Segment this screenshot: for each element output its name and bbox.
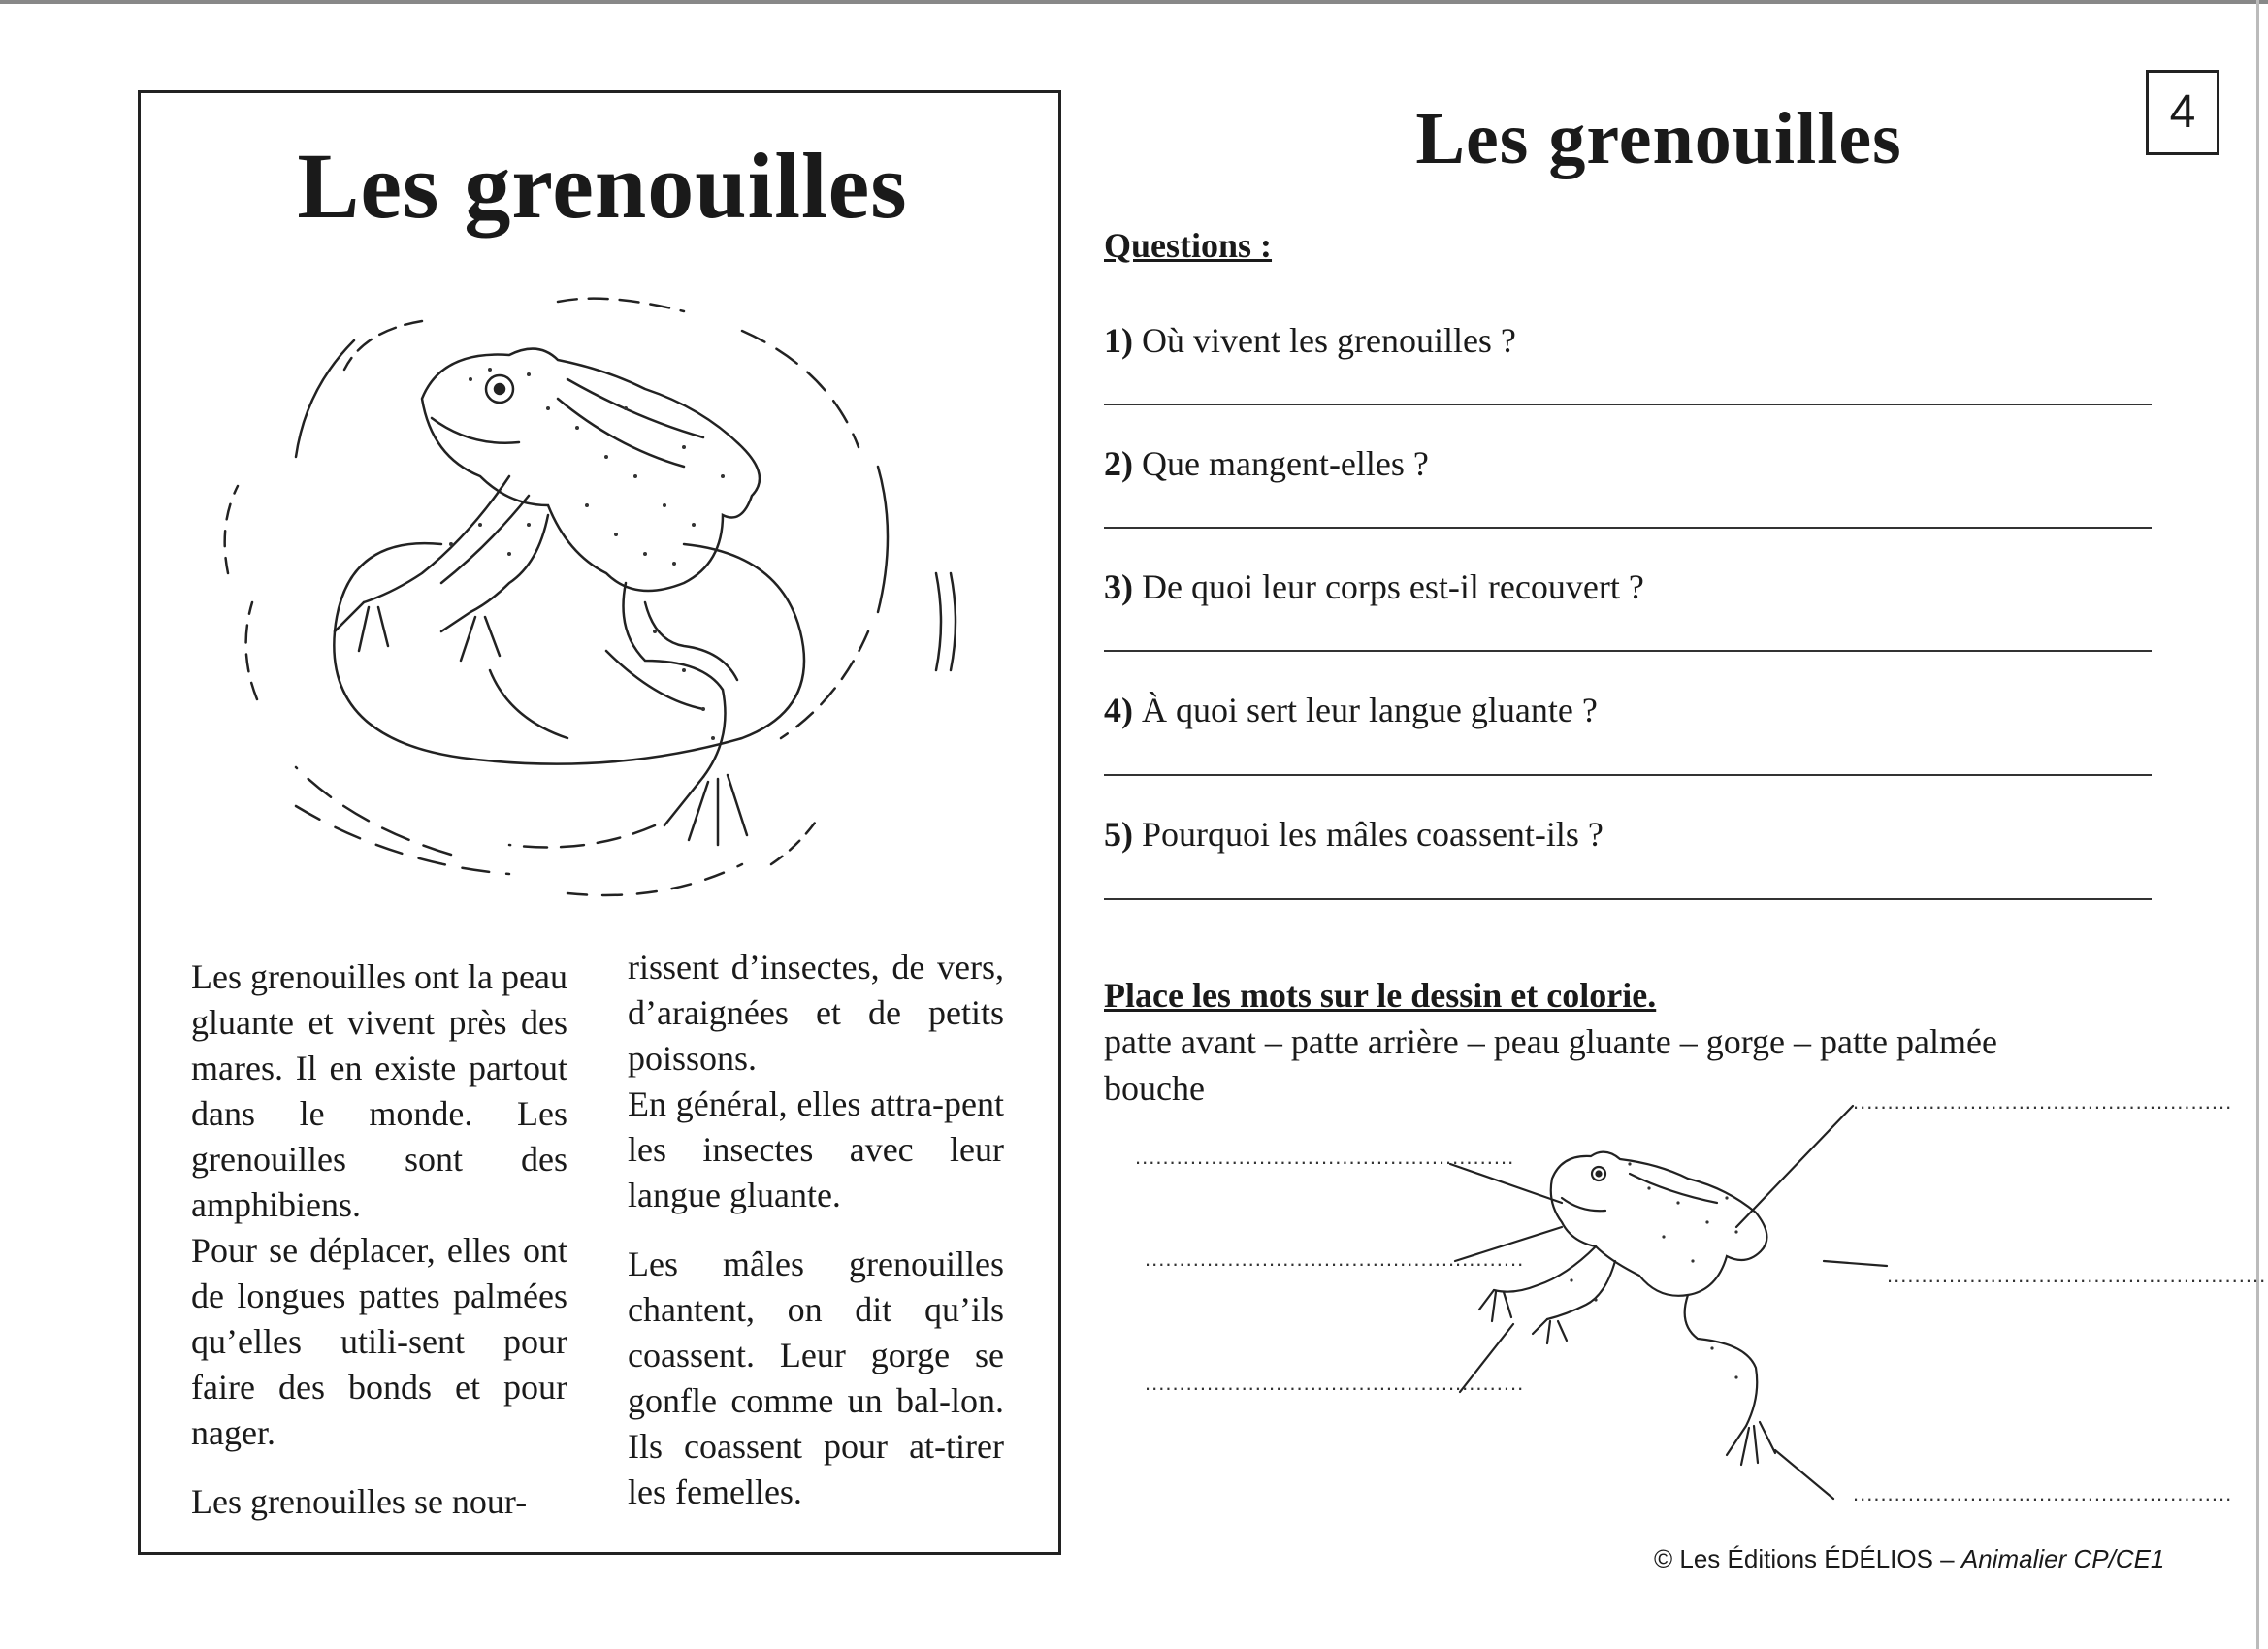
- question-text: Où vivent les grenouilles ?: [1142, 321, 1516, 360]
- question-text: Pourquoi les mâles coassent-ils ?: [1142, 815, 1604, 854]
- frog-on-lily-pad-illustration: [199, 282, 1023, 981]
- answer-line-3[interactable]: [1104, 650, 2152, 652]
- paragraph: rissent d’insectes, de vers, d’araignées et de petits poissons.: [628, 948, 1004, 1078]
- question-number: 3): [1104, 567, 1133, 606]
- paragraph: Les grenouilles se nour-: [191, 1482, 528, 1521]
- publisher: © Les Éditions ÉDÉLIOS –: [1654, 1544, 1961, 1573]
- page-number-box: 4: [2146, 70, 2219, 155]
- question-4: [1104, 690, 1598, 730]
- paragraph: Les grenouilles ont la peau gluante et vivent près des mares. Il en existe partout dans le monde. Les grenouilles sont des amphibiens.: [191, 957, 567, 1224]
- questions-heading: Questions :: [1104, 226, 1273, 265]
- question-number: 2): [1104, 444, 1133, 483]
- question-1: [1104, 320, 1516, 361]
- collection-name: Animalier CP/CE1: [1960, 1544, 2165, 1573]
- text-column-2: [628, 945, 1004, 1515]
- worksheet-title: Les grenouilles: [1415, 98, 1902, 179]
- label-blank[interactable]: .......................................................: [1135, 1145, 1515, 1169]
- answer-line-2[interactable]: [1104, 527, 2152, 529]
- question-3: [1104, 566, 1644, 607]
- answer-line-1[interactable]: [1104, 404, 2152, 405]
- right-border: [2256, 0, 2259, 1649]
- question-2: [1104, 443, 1429, 484]
- word-bank-line: bouche: [1104, 1069, 1205, 1108]
- top-border: [0, 0, 2268, 4]
- question-text: De quoi leur corps est-il recouvert ?: [1142, 567, 1644, 606]
- paragraph: Les mâles grenouilles chantent, on dit qu’ils coassent. Leur gorge se gonfle comme un bal-lon. Ils coassent pour at-tirer les femelles.: [628, 1245, 1004, 1511]
- label-blank[interactable]: .......................................................: [1853, 1089, 2233, 1114]
- question-text: À quoi sert leur langue gluante ?: [1142, 691, 1598, 729]
- reading-panel: [138, 90, 1061, 1555]
- copyright-footer: [1654, 1544, 2164, 1574]
- text-column-1: [191, 954, 567, 1525]
- frog-labeling-diagram: [1106, 1067, 2202, 1513]
- answer-line-4[interactable]: [1104, 774, 2152, 776]
- page-title: Les grenouilles: [297, 134, 908, 238]
- question-5: [1104, 814, 1604, 855]
- question-number: 1): [1104, 321, 1133, 360]
- question-number: 4): [1104, 691, 1133, 729]
- labeling-instruction: Place les mots sur le dessin et colorie.: [1104, 976, 1657, 1015]
- paragraph: Pour se déplacer, elles ont de longues pattes palmées qu’elles utili-sent pour faire des bonds et pour nager.: [191, 1231, 567, 1452]
- paragraph: En général, elles attra-pent les insectes avec leur langue gluante.: [628, 1084, 1004, 1214]
- label-blank[interactable]: .......................................................: [1145, 1371, 1525, 1395]
- label-blank[interactable]: .......................................................: [1853, 1481, 2233, 1505]
- word-bank-line: patte avant – patte arrière – peau gluante – gorge – patte palmée: [1104, 1022, 1997, 1061]
- label-blank[interactable]: .......................................................: [1145, 1246, 1525, 1271]
- question-text: Que mangent-elles ?: [1142, 444, 1429, 483]
- label-blank[interactable]: .......................................................: [1887, 1263, 2267, 1287]
- answer-line-5[interactable]: [1104, 898, 2152, 900]
- question-number: 5): [1104, 815, 1133, 854]
